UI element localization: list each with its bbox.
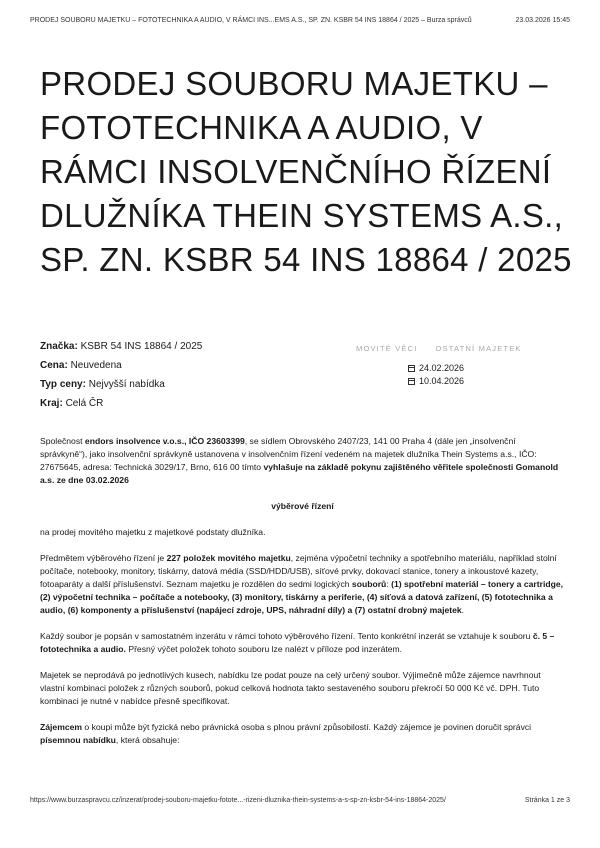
text: . — [461, 605, 465, 615]
page-number: Stránka 1 ze 3 — [524, 797, 570, 804]
meta-value: Neuvedena — [70, 360, 122, 371]
meta-cena — [40, 356, 202, 375]
section-heading: výběrové řízení — [271, 501, 334, 511]
announcement-basis: vyhlašuje na základě pokynu zajištěného věřitele společnosti Gomanold a.s. ze dne 03.02.2026 — [40, 462, 559, 485]
listing-body — [40, 435, 565, 760]
date-value: 10.04.2026 — [419, 376, 465, 386]
text: : — [386, 579, 392, 589]
meta-kraj — [40, 394, 202, 413]
paragraph-subject — [40, 552, 565, 617]
category-link-ostatni-majetek[interactable]: OSTATNÍ MAJETEK — [435, 344, 522, 353]
text: , která obsahuje: — [115, 735, 180, 745]
date-published — [408, 362, 464, 375]
date-deadline — [408, 375, 464, 388]
page-title: PRODEJ SOUBORU MAJETKU – FOTOTECHNIKA A AUDIO, V RÁMCI INSOLVENČNÍHO ŘÍZENÍ DLUŽNÍKA THEIN SYSTEMS A.S., SP. ZN. KSBR 54 INS 18864 / 2025 — [40, 65, 572, 278]
paragraph-bidder — [40, 721, 565, 747]
calendar-icon — [408, 378, 415, 385]
company-name: endors insolvence v.o.s., IČO 23603399 — [84, 436, 245, 446]
text: Každý soubor je popsán v samostatném inzerátu v rámci tohoto výběrového řízení. Tento konkrétní inzerát se vztahuje k souboru — [40, 631, 533, 641]
footer-url: https://www.burzaspravcu.cz/inzerat/prodej-souboru-majetku-fotote...-rizeni-dluznika-thein-systems-a-s-sp-zn-ksbr-54-ins-18864-2025/ — [30, 797, 446, 804]
listing-dates — [408, 362, 464, 388]
item-count: 227 položek movitého majetku — [166, 553, 291, 563]
lot-list: (1) spotřební materiál – tonery a cartridge, (2) výpočetní technika – počítače a notebooky, (3) monitory, tiskárny a periferie, (4) síťová a datová zařízení, (5) fototechnika a audio, (6) komponenty a příslušenství (napájecí zdroje, UPS, náhradní díly) a (7) ostatní drobný majetek — [40, 579, 564, 615]
print-header — [30, 17, 570, 24]
meta-label: Značka: — [40, 341, 78, 352]
paragraph-purpose: na prodej movitého majetku z majetkové podstaty dlužníka. — [40, 527, 266, 537]
text: , se sídlem Obrovského 2407/23, 141 00 Praha 4 (dále jen „insolvenční správkyně“), jako insolvenční správkyně ustanovena v insolvenčním řízení vedeném na majetek dlužníka Thein Systems a.s., IČO: 27675645, adresa: Technická 3029/17, Brno, 616 00 tímto — [40, 436, 537, 472]
text-bold: písemnou nabídku — [40, 735, 116, 745]
header-timestamp: 23.03.2026 15:45 — [515, 17, 570, 24]
date-value: 24.02.2026 — [419, 363, 465, 373]
meta-znacka — [40, 337, 202, 356]
print-footer — [30, 797, 570, 804]
listing-meta — [40, 337, 202, 413]
category-tags — [356, 344, 522, 353]
meta-value: Nejvyšší nabídka — [88, 379, 165, 390]
text: o koupi může být fyzická nebo právnická osoba s plnou právní způsobilostí. Každý zájemce je povinen doručit správci — [82, 722, 532, 732]
category-link-movite-veci[interactable]: MOVITÉ VĚCI — [356, 344, 418, 353]
header-title: PRODEJ SOUBORU MAJETKU – FOTOTECHNIKA A AUDIO, V RÁMCI INS...EMS A.S., SP. ZN. KSBR 54 INS 18864 / 2025 – Burza správců — [30, 17, 472, 24]
text-bold: souborů — [351, 579, 387, 589]
meta-label: Typ ceny: — [40, 379, 86, 390]
text: , zejména výpočetní techniky a spotřebního materiálu, například stolní počítače, notebooky, monitory, tiskárny, datová média (SSD/HDD/USB), síťové prvky, dokovací stanice, tonery a inkoustové kazety, fotoaparáty a další příslušenství. Seznam majetku je rozdělen do sedmi logických — [40, 553, 557, 589]
meta-value: Celá ČR — [65, 398, 104, 409]
meta-value: KSBR 54 INS 18864 / 2025 — [80, 341, 203, 352]
meta-label: Cena: — [40, 360, 68, 371]
text: Společnost — [40, 436, 85, 446]
paragraph-intro — [40, 435, 565, 487]
paragraph-lot — [40, 630, 565, 656]
text: Předmětem výběrového řízení je — [40, 553, 167, 563]
lot-number: č. 5 – fototechnika a audio. — [40, 631, 555, 654]
meta-typ-ceny — [40, 375, 202, 394]
paragraph-conditions: Majetek se neprodává po jednotlivých kusech, nabídku lze podat pouze na celý určený soubor. Výjimečně může zájemce navrhnout vlastní kombinaci položek z různých souborů, pokud celková hodnota takto sestaveného souboru překročí 50 000 Kč vč. DPH. Tuto kombinaci je nutné v nabídce přesně specifikovat. — [40, 670, 541, 706]
calendar-icon — [408, 365, 415, 372]
meta-label: Kraj: — [40, 398, 63, 409]
text: Přesný výčet položek tohoto souboru lze nalézt v příloze pod inzerátem. — [125, 644, 403, 654]
text-bold: Zájemcem — [40, 722, 83, 732]
